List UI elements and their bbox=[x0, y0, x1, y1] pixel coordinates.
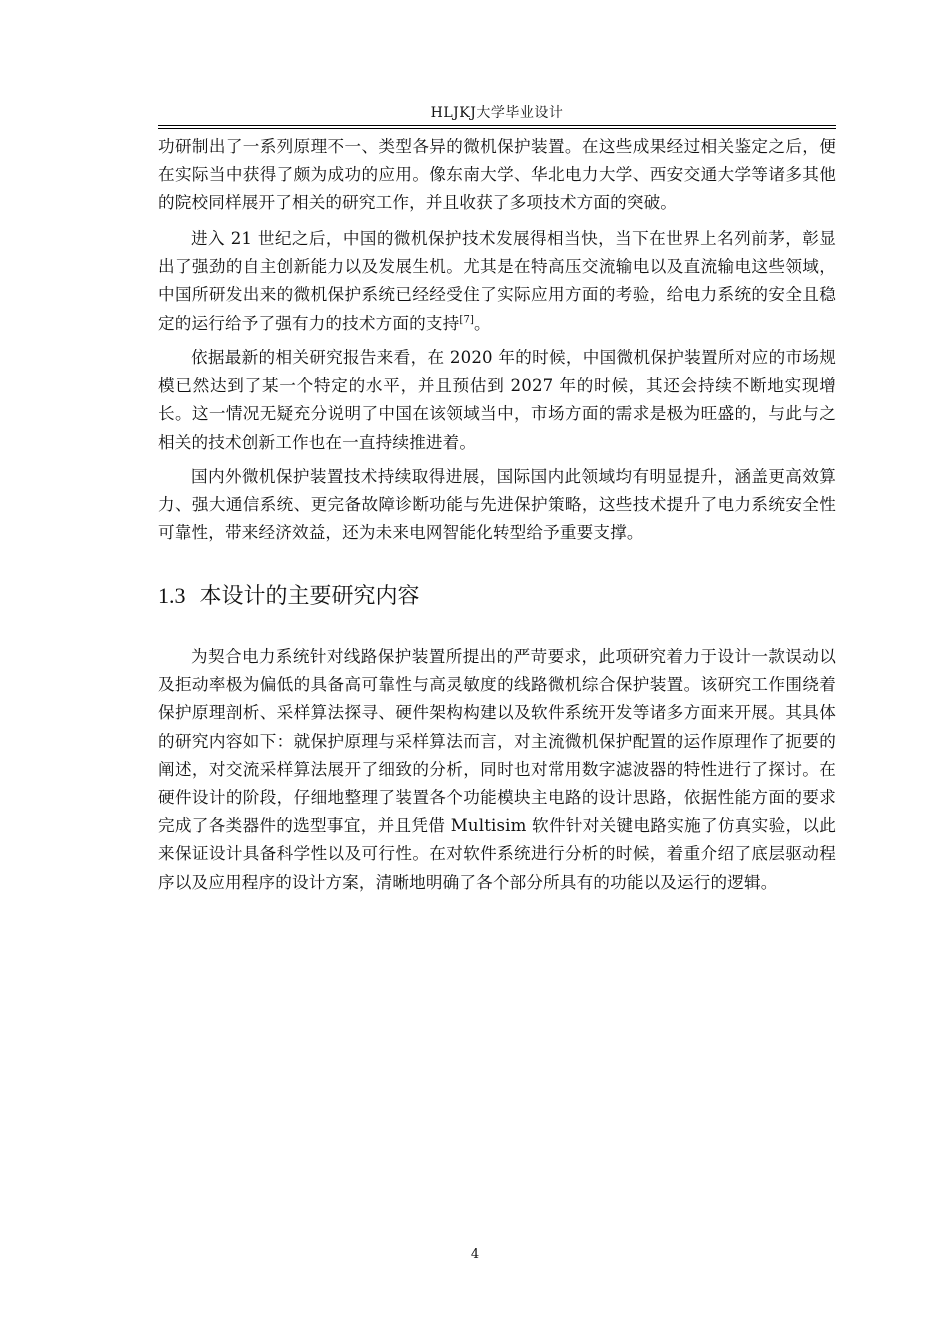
paragraph-21st-century bbox=[158, 225, 836, 338]
paragraph-continuation: 功研制出了一系列原理不一、类型各异的微机保护装置。在这些成果经过相关鉴定之后，便在实际当中获得了颇为成功的应用。像东南大学、华北电力大学、西安交通大学等诸多其他的院校同样展开了相关的研究工作，并且收获了多项技术方面的突破。 bbox=[158, 137, 836, 213]
paragraph-end-punct: 。 bbox=[474, 313, 491, 333]
section-heading bbox=[158, 581, 420, 612]
header-rule bbox=[158, 125, 836, 126]
paragraph-text: 进入 21 世纪之后，中国的微机保护技术发展得相当快，当下在世界上名列前茅，彰显出了强劲的自主创新能力以及发展生机。尤其是在特高压交流输电以及直流输电这些领域，中国所研发出来的微机保护系统已经经受住了实际应用方面的考验，给电力系统的安全且稳定的运行给予了强有力的技术方面的支持 bbox=[158, 229, 836, 333]
paragraph-progress: 国内外微机保护装置技术持续取得进展，国际国内此领域均有明显提升，涵盖更高效算力、强大通信系统、更完备故障诊断功能与先进保护策略，这些技术提升了电力系统安全性可靠性，带来经济效益，还为未来电网智能化转型给予重要支撑。 bbox=[158, 467, 836, 543]
section-number: 1.3 bbox=[158, 583, 186, 608]
page-number: 4 bbox=[470, 1247, 480, 1262]
header-rule-thin bbox=[158, 128, 836, 129]
paragraph-market: 依据最新的相关研究报告来看，在 2020 年的时候，中国微机保护装置所对应的市场规模已然达到了某一个特定的水平，并且预估到 2027 年的时候，其还会持续不断地实现增长。这一情况无疑充分说明了中国在该领域当中，市场方面的需求是极为旺盛的，与此与之相关的技术创新工作也在一直持续推进着。 bbox=[158, 348, 836, 452]
page-header: HLJKJ大学毕业设计 bbox=[430, 105, 564, 121]
paragraph-research-content: 为契合电力系统针对线路保护装置所提出的严苛要求，此项研究着力于设计一款误动以及拒动率极为偏低的具备高可靠性与高灵敏度的线路微机综合保护装置。该研究工作围绕着保护原理剖析、采样算法探寻、硬件架构构建以及软件系统开发等诸多方面来开展。其具体的研究内容如下：就保护原理与采样算法而言，对主流微机保护配置的运作原理作了扼要的阐述，对交流采样算法展开了细致的分析，同时也对常用数字滤波器的特性进行了探讨。在硬件设计的阶段，仔细地整理了装置各个功能模块主电路的设计思路，依据性能方面的要求完成了各类器件的选型事宜，并且凭借 Multisim 软件针对关键电路实施了仿真实验，以此来保证设计具备科学性以及可行性。在对软件系统进行分析的时候，着重介绍了底层驱动程序以及应用程序的设计方案，清晰地明确了各个部分所具有的功能以及运行的逻辑。 bbox=[158, 647, 836, 892]
section-title: 本设计的主要研究内容 bbox=[199, 584, 420, 609]
citation-reference: [7] bbox=[459, 314, 475, 326]
